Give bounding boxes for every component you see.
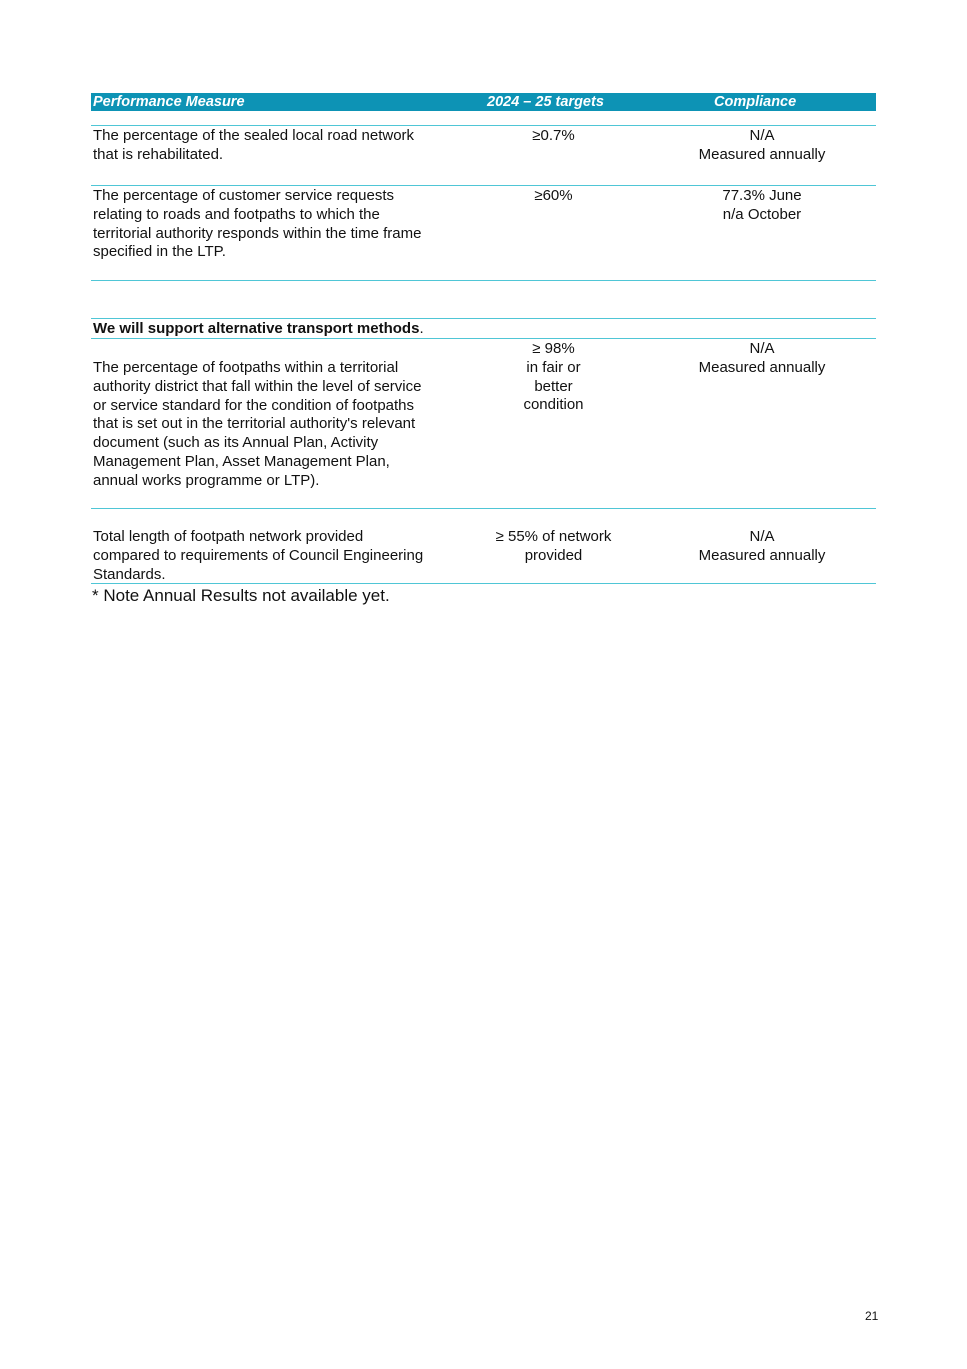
measure-service-requests: The percentage of customer service requests relating to roads and footpaths to which the territorial authority responds within the time frame specified in the LTP. xyxy=(93,187,422,261)
row-divider xyxy=(91,583,876,584)
section-divider xyxy=(91,318,876,319)
section-heading xyxy=(93,320,424,338)
measure-footpath-length: Total length of footpath network provided compared to requirements of Council Engineering Standards. xyxy=(93,528,424,583)
compliance-service-requests: 77.3% June n/a October xyxy=(722,187,802,223)
section-punct: . xyxy=(419,320,424,337)
row-divider xyxy=(91,508,876,509)
header-performance-measure: Performance Measure xyxy=(93,94,245,110)
row-divider xyxy=(91,125,876,126)
section-title: We will support alternative transport methods xyxy=(93,320,420,337)
row-divider xyxy=(91,280,876,281)
compliance-footpath-length: N/A Measured annually xyxy=(698,528,826,564)
page-number: 21 xyxy=(865,1309,879,1323)
compliance-road-rehabilitation: N/A Measured annually xyxy=(698,127,826,163)
measure-footpath-condition: The percentage of footpaths within a territorial authority district that fall within the level of service or service standard for the condition of footpaths that is set out in the territorial authority's relevant document (such as its Annual Plan, Activity Management Plan, Asset Management Plan, annual works programme or LTP). xyxy=(93,359,422,489)
compliance-footpath-condition: N/A Measured annually xyxy=(698,340,826,376)
target-footpath-length: ≥ 55% of network provided xyxy=(495,528,612,564)
header-compliance: Compliance xyxy=(714,94,797,110)
target-footpath-condition: ≥ 98% in fair or better condition xyxy=(523,340,584,414)
target-service-requests: ≥60% xyxy=(534,187,573,204)
target-road-rehabilitation: ≥0.7% xyxy=(532,127,575,144)
row-divider xyxy=(91,338,876,339)
table-header xyxy=(91,93,876,111)
footnote: * Note Annual Results not available yet. xyxy=(92,586,390,605)
row-divider xyxy=(91,185,876,186)
header-targets: 2024 – 25 targets xyxy=(487,94,604,110)
measure-road-rehabilitation: The percentage of the sealed local road network that is rehabilitated. xyxy=(93,127,415,163)
